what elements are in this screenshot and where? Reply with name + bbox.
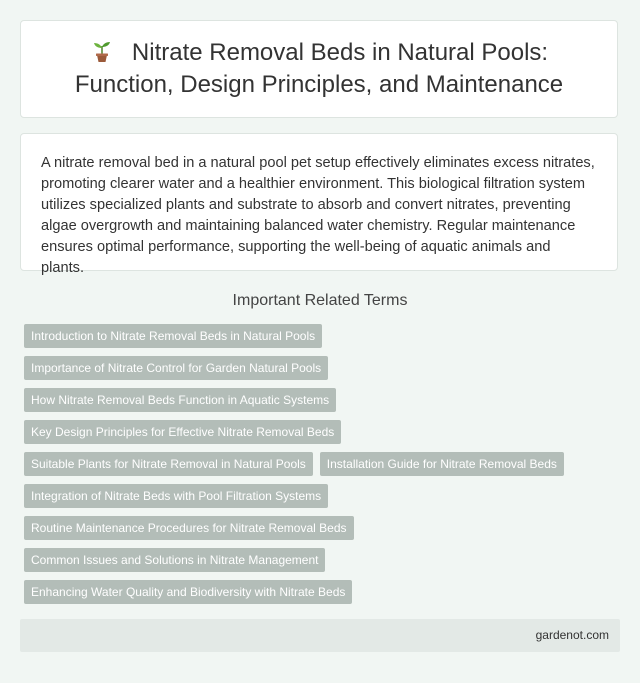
term-tag[interactable]: Importance of Nitrate Control for Garden Natural Pools bbox=[24, 356, 328, 380]
footer bbox=[20, 619, 620, 652]
sprout-icon bbox=[90, 39, 114, 63]
page-title bbox=[75, 37, 563, 101]
term-tag[interactable]: Enhancing Water Quality and Biodiversity with Nitrate Beds bbox=[24, 580, 352, 604]
term-tag[interactable]: Installation Guide for Nitrate Removal Beds bbox=[320, 452, 564, 476]
term-tag[interactable]: Suitable Plants for Nitrate Removal in Natural Pools bbox=[24, 452, 313, 476]
term-tag[interactable]: Key Design Principles for Effective Nitrate Removal Beds bbox=[24, 420, 341, 444]
term-row bbox=[24, 356, 620, 380]
footer-site-link[interactable]: gardenot.com bbox=[535, 628, 609, 642]
related-terms-heading: Important Related Terms bbox=[232, 292, 408, 309]
term-tag[interactable]: Routine Maintenance Procedures for Nitrate Removal Beds bbox=[24, 516, 354, 540]
term-row bbox=[24, 484, 620, 508]
intro-paragraph: A nitrate removal bed in a natural pool pet setup effectively eliminates excess nitrates, promoting clearer water and a healthier environment. This biological filtration system utilizes specialized plants and substrate to absorb and convert nitrates, preventing algae overgrowth and maintaining balanced water chemistry. Regular maintenance ensures optimal performance, supporting the well-being of aquatic animals and plants. bbox=[41, 155, 595, 276]
title-line-2: Function, Design Principles, and Maintenance bbox=[74, 71, 564, 98]
term-tag[interactable]: Integration of Nitrate Beds with Pool Filtration Systems bbox=[24, 484, 328, 508]
related-terms-list bbox=[24, 324, 620, 612]
term-tag[interactable]: How Nitrate Removal Beds Function in Aquatic Systems bbox=[24, 388, 336, 412]
term-tag[interactable]: Common Issues and Solutions in Nitrate Management bbox=[24, 548, 325, 572]
term-row bbox=[24, 580, 620, 604]
term-row bbox=[24, 324, 620, 348]
term-row bbox=[24, 516, 620, 540]
term-row bbox=[24, 548, 620, 572]
term-row bbox=[24, 388, 620, 412]
title-line-1: Nitrate Removal Beds in Natural Pools: bbox=[131, 39, 549, 66]
title-card bbox=[20, 20, 618, 118]
term-row bbox=[24, 452, 620, 476]
term-tag[interactable]: Introduction to Nitrate Removal Beds in Natural Pools bbox=[24, 324, 322, 348]
term-row bbox=[24, 420, 620, 444]
intro-card bbox=[20, 133, 618, 276]
